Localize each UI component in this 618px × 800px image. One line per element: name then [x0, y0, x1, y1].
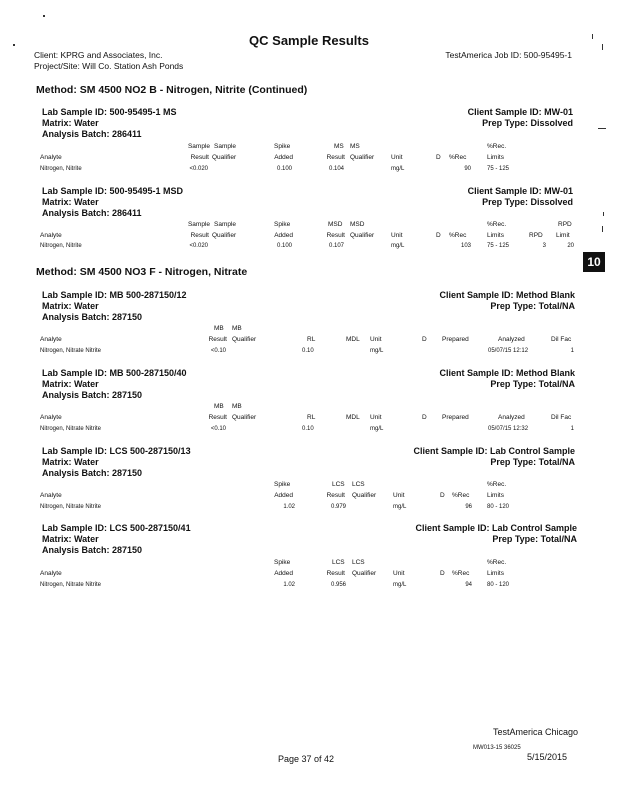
col-analyzed: Analyzed: [498, 336, 525, 343]
col-dilfac: Dil Fac: [551, 336, 572, 343]
analysis-batch: Analysis Batch: 287150: [42, 390, 143, 400]
col-d: D: [436, 232, 441, 239]
client-name: Client: KPRG and Associates, Inc.: [34, 50, 163, 60]
analysis-batch: Analysis Batch: 287150: [42, 468, 143, 478]
spike-added: 0.100: [276, 166, 292, 172]
prep-type: Prep Type: Dissolved: [482, 197, 573, 207]
project-site: Project/Site: Will Co. Station Ash Ponds: [34, 61, 184, 71]
col-limits: Limits: [487, 232, 504, 239]
col-spike: Spike: [274, 221, 291, 228]
col-unit: Unit: [393, 492, 405, 499]
col-result: Result: [326, 492, 345, 499]
rec-value: 94: [465, 582, 472, 588]
client-sample-id: Client Sample ID: Lab Control Sample: [413, 446, 575, 456]
rec-limits: 75 - 125: [487, 166, 510, 172]
col-unit: Unit: [391, 232, 403, 239]
scan-speck: [602, 44, 603, 50]
lab-sample-id: Lab Sample ID: LCS 500-287150/13: [42, 446, 191, 456]
client-sample-id: Client Sample ID: Method Blank: [439, 368, 575, 378]
rec-value: 96: [465, 504, 472, 510]
col-analyte: Analyte: [40, 336, 62, 343]
sample-result: <0.020: [189, 243, 208, 249]
spike-added: 1.02: [283, 582, 295, 588]
col-added: Added: [274, 492, 293, 499]
dil-fac: 1: [570, 426, 574, 432]
col-analyte: Analyte: [40, 492, 62, 499]
col-rec: %Rec: [449, 154, 467, 161]
col-prepared: Prepared: [442, 414, 469, 421]
col-rec: %Rec.: [487, 559, 507, 566]
lab-sample-id: Lab Sample ID: 500-95495-1 MSD: [42, 186, 184, 196]
col-d: D: [440, 492, 445, 499]
scan-speck: [13, 44, 15, 46]
col-ms: MS: [334, 143, 344, 150]
matrix: Matrix: Water: [42, 118, 99, 128]
col-lcs: LCS: [352, 559, 365, 566]
col-mb: MB: [214, 325, 224, 332]
matrix: Matrix: Water: [42, 534, 99, 544]
rl-value: 0.10: [302, 426, 314, 432]
dil-fac: 1: [570, 348, 574, 354]
mb-result: <0.10: [210, 348, 226, 354]
unit: mg/L: [393, 582, 407, 588]
col-unit: Unit: [391, 154, 403, 161]
col-lcs: LCS: [332, 559, 345, 566]
col-limits: Limits: [487, 154, 504, 161]
col-analyte: Analyte: [40, 414, 62, 421]
lab-sample-id: Lab Sample ID: LCS 500-287150/41: [42, 523, 191, 533]
method-nitrate-title: Method: SM 4500 NO3 F - Nitrogen, Nitrate: [36, 266, 248, 278]
col-qualifier: Qualifier: [350, 232, 375, 239]
prep-type: Prep Type: Dissolved: [482, 118, 573, 128]
col-mb: MB: [214, 403, 224, 410]
analyte-name: Nitrogen, Nitrate Nitrite: [40, 426, 102, 432]
matrix: Matrix: Water: [42, 379, 99, 389]
col-d: D: [422, 414, 427, 421]
sample-result: <0.020: [189, 166, 208, 172]
unit: mg/L: [393, 504, 407, 510]
col-qualifier: Qualifier: [212, 232, 237, 239]
lab-sample-id: Lab Sample ID: MB 500-287150/40: [42, 368, 187, 378]
scan-speck: [598, 128, 606, 129]
col-rec: %Rec.: [487, 221, 507, 228]
col-rpd: RPD: [558, 221, 572, 228]
col-qualifier: Qualifier: [350, 154, 375, 161]
analysis-batch: Analysis Batch: 286411: [42, 208, 142, 218]
rec-value: 90: [464, 166, 471, 172]
col-d: D: [440, 570, 445, 577]
col-result: Result: [208, 414, 227, 421]
col-prepared: Prepared: [442, 336, 469, 343]
col-qualifier: Qualifier: [232, 414, 257, 421]
col-limits: Limits: [487, 570, 504, 577]
col-spike: Spike: [274, 559, 291, 566]
scan-speck: [592, 34, 593, 39]
col-mb: MB: [232, 325, 242, 332]
prep-type: Prep Type: Total/NA: [490, 379, 575, 389]
spike-added: 0.100: [276, 243, 292, 249]
col-result: Result: [190, 232, 209, 239]
col-spike: Spike: [274, 481, 291, 488]
scan-speck: [603, 212, 604, 216]
col-d: D: [436, 154, 441, 161]
unit: mg/L: [370, 348, 384, 354]
col-result: Result: [326, 232, 345, 239]
analysis-batch: Analysis Batch: 286411: [42, 129, 142, 139]
analyzed-date: 05/07/15 12:12: [488, 348, 529, 354]
unit: mg/L: [370, 426, 384, 432]
lcs-result: 0.956: [330, 582, 346, 588]
prep-type: Prep Type: Total/NA: [490, 457, 575, 467]
col-result: Result: [190, 154, 209, 161]
col-mdl: MDL: [346, 414, 360, 421]
col-lcs: LCS: [352, 481, 365, 488]
col-qualifier: Qualifier: [212, 154, 237, 161]
client-sample-id: Client Sample ID: Method Blank: [439, 290, 575, 300]
rec-limits: 75 - 125: [487, 243, 510, 249]
col-analyte: Analyte: [40, 570, 62, 577]
lab-sample-id: Lab Sample ID: 500-95495-1 MS: [42, 107, 177, 117]
lab-sample-id: Lab Sample ID: MB 500-287150/12: [42, 290, 187, 300]
col-d: D: [422, 336, 427, 343]
analyte-name: Nitrogen, Nitrate Nitrite: [40, 348, 102, 354]
col-rec: %Rec: [452, 492, 470, 499]
client-sample-id: Client Sample ID: Lab Control Sample: [415, 523, 577, 533]
col-analyte: Analyte: [40, 154, 62, 161]
analyte-name: Nitrogen, Nitrate Nitrite: [40, 504, 102, 510]
matrix: Matrix: Water: [42, 197, 99, 207]
analyzed-date: 05/07/15 12:32: [488, 426, 529, 432]
ms-result: 0.104: [328, 166, 344, 172]
col-limits: Limits: [487, 492, 504, 499]
page-title: QC Sample Results: [249, 33, 369, 48]
rec-limits: 80 - 120: [487, 582, 510, 588]
col-analyzed: Analyzed: [498, 414, 525, 421]
spike-added: 1.02: [283, 504, 295, 510]
unit: mg/L: [391, 243, 405, 249]
col-rpd: RPD: [529, 232, 543, 239]
client-sample-id: Client Sample ID: MW-01: [467, 186, 573, 196]
col-result: Result: [326, 570, 345, 577]
job-id: TestAmerica Job ID: 500-95495-1: [445, 50, 572, 60]
scan-speck: [602, 226, 603, 232]
col-ms: MS: [350, 143, 360, 150]
col-result: Result: [326, 154, 345, 161]
col-unit: Unit: [370, 336, 382, 343]
col-sample: Sample: [214, 143, 237, 150]
col-rec: %Rec: [452, 570, 470, 577]
matrix: Matrix: Water: [42, 457, 99, 467]
lcs-result: 0.979: [330, 504, 346, 510]
client-sample-id: Client Sample ID: MW-01: [467, 107, 573, 117]
col-result: Result: [208, 336, 227, 343]
page-number: Page 37 of 42: [278, 754, 335, 764]
col-lcs: LCS: [332, 481, 345, 488]
col-msd: MSD: [328, 221, 343, 228]
rl-value: 0.10: [302, 348, 314, 354]
col-sample: Sample: [187, 143, 210, 150]
col-limit: Limit: [556, 232, 570, 239]
col-rec: %Rec.: [487, 481, 507, 488]
col-rl: RL: [307, 414, 316, 421]
method-nitrite-title: Method: SM 4500 NO2 B - Nitrogen, Nitrite (Continued): [36, 84, 308, 96]
analysis-batch: Analysis Batch: 287150: [42, 545, 143, 555]
col-rec: %Rec: [449, 232, 467, 239]
col-analyte: Analyte: [40, 232, 62, 239]
footer-doc-id: MW013-15 36025: [473, 745, 521, 751]
col-added: Added: [274, 232, 293, 239]
col-qualifier: Qualifier: [352, 492, 377, 499]
footer-lab: TestAmerica Chicago: [492, 727, 578, 737]
col-dilfac: Dil Fac: [551, 414, 572, 421]
col-added: Added: [274, 570, 293, 577]
analysis-batch: Analysis Batch: 287150: [42, 312, 143, 322]
analyte-name: Nitrogen, Nitrate Nitrite: [40, 582, 102, 588]
rpd-value: 3: [542, 243, 546, 249]
col-rl: RL: [307, 336, 316, 343]
prep-type: Prep Type: Total/NA: [490, 301, 575, 311]
section-tab-number: 10: [583, 252, 605, 272]
footer-date: 5/15/2015: [526, 752, 567, 762]
col-mb: MB: [232, 403, 242, 410]
scan-speck: [43, 15, 45, 17]
col-msd: MSD: [350, 221, 365, 228]
analyte-name: Nitrogen, Nitrite: [40, 243, 82, 249]
rec-limits: 80 - 120: [487, 504, 510, 510]
col-added: Added: [274, 154, 293, 161]
matrix: Matrix: Water: [42, 301, 99, 311]
prep-type: Prep Type: Total/NA: [492, 534, 577, 544]
col-unit: Unit: [393, 570, 405, 577]
rpd-limit: 20: [567, 243, 574, 249]
col-qualifier: Qualifier: [232, 336, 257, 343]
col-rec: %Rec.: [487, 143, 507, 150]
col-sample: Sample: [187, 221, 210, 228]
col-unit: Unit: [370, 414, 382, 421]
msd-result: 0.107: [328, 243, 344, 249]
unit: mg/L: [391, 166, 405, 172]
col-sample: Sample: [214, 221, 237, 228]
analyte-name: Nitrogen, Nitrite: [40, 166, 82, 172]
mb-result: <0.10: [210, 426, 226, 432]
col-qualifier: Qualifier: [352, 570, 377, 577]
rec-value: 103: [460, 243, 471, 249]
col-spike: Spike: [274, 143, 291, 150]
col-mdl: MDL: [346, 336, 360, 343]
